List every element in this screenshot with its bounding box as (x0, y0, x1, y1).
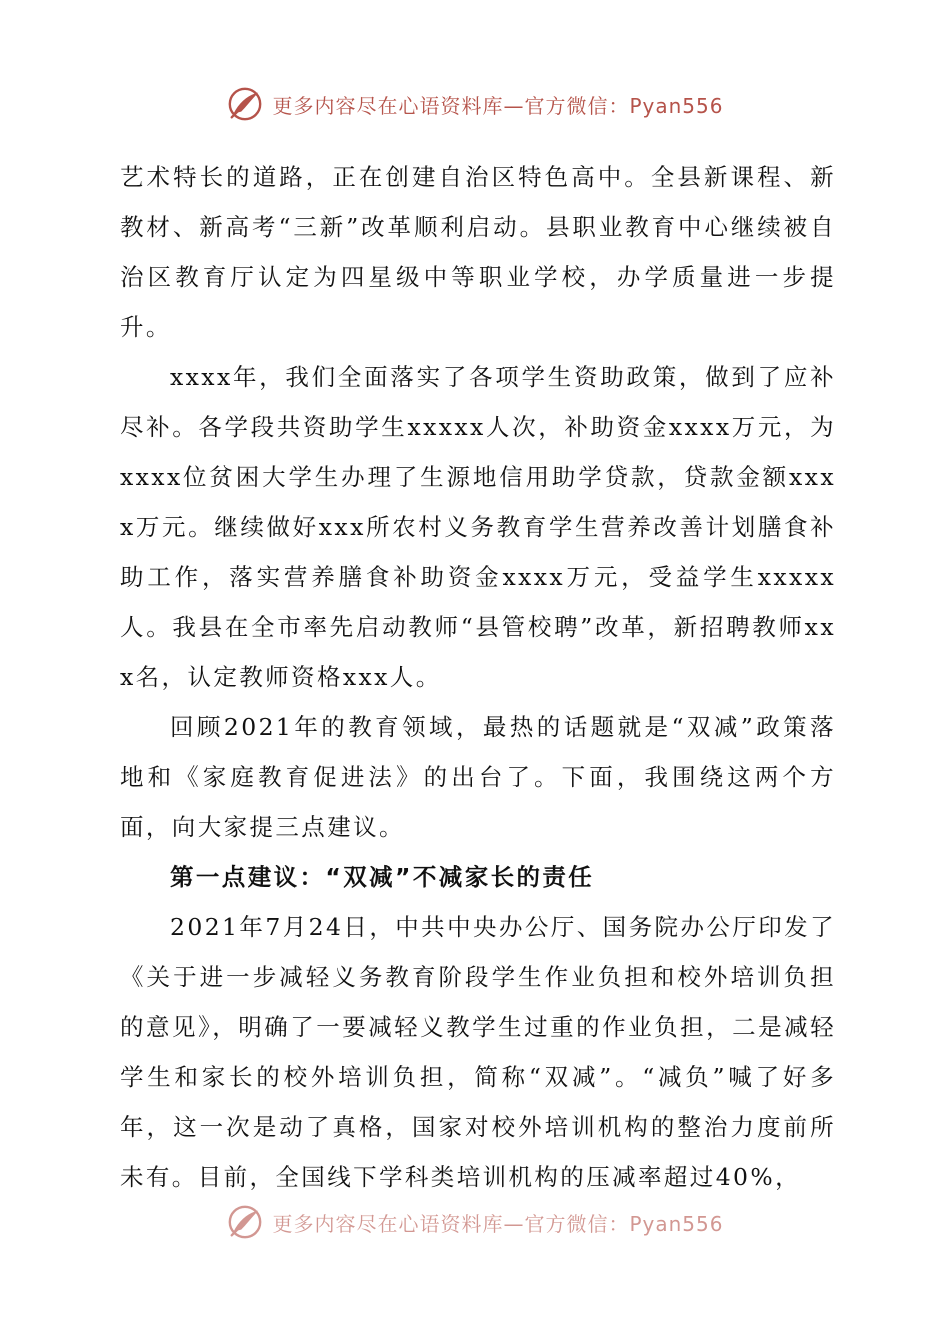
pen-nib-logo-icon (226, 1203, 264, 1241)
header-watermark (0, 84, 950, 124)
document-body (120, 152, 836, 1202)
paragraph-3: 回顾2021年的教育领域，最热的话题就是“双减”政策落地和《家庭教育促进法》的出台了。下面，我围绕这两个方面，向大家提三点建议。 (120, 713, 836, 841)
watermark-text: 更多内容尽在心语资料库—官方微信：Pyan556 (272, 1211, 724, 1236)
paragraph-4: 2021年7月24日，中共中央办公厅、国务院办公厅印发了《关于进一步减轻义务教育阶段学生作业负担和校外培训负担的意见》，明确了一要减轻义教学生过重的作业负担，二是减轻学生和家长的校外培训负担，简称“双减”。“减负”喊了好多年，这一次是动了真格，国家对校外培训机构的整治力度前所未有。目前，全国线下学科类培训机构的压减率超过40%， (120, 913, 836, 1191)
paragraph-2: xxxx年，我们全面落实了各项学生资助政策，做到了应补尽补。各学段共资助学生xxxxx人次，补助资金xxxx万元，为xxxx位贫困大学生办理了生源地信用助学贷款，贷款金额xxxx万元。继续做好xxx所农村义务教育学生营养改善计划膳食补助工作，落实营养膳食补助资金xxxx万元，受益学生xxxxx人。我县在全市率先启动教师“县管校聘”改革，新招聘教师xxx名，认定教师资格xxx人。 (120, 363, 836, 691)
section-heading: 第一点建议：“双减”不减家长的责任 (170, 863, 595, 891)
watermark-text: 更多内容尽在心语资料库—官方微信：Pyan556 (272, 93, 724, 118)
pen-nib-logo-icon (226, 85, 264, 123)
footer-watermark (0, 1202, 950, 1242)
paragraph-1: 艺术特长的道路，正在创建自治区特色高中。全县新课程、新教材、新高考“三新”改革顺利启动。县职业教育中心继续被自治区教育厅认定为四星级中等职业学校，办学质量进一步提升。 (120, 163, 836, 341)
